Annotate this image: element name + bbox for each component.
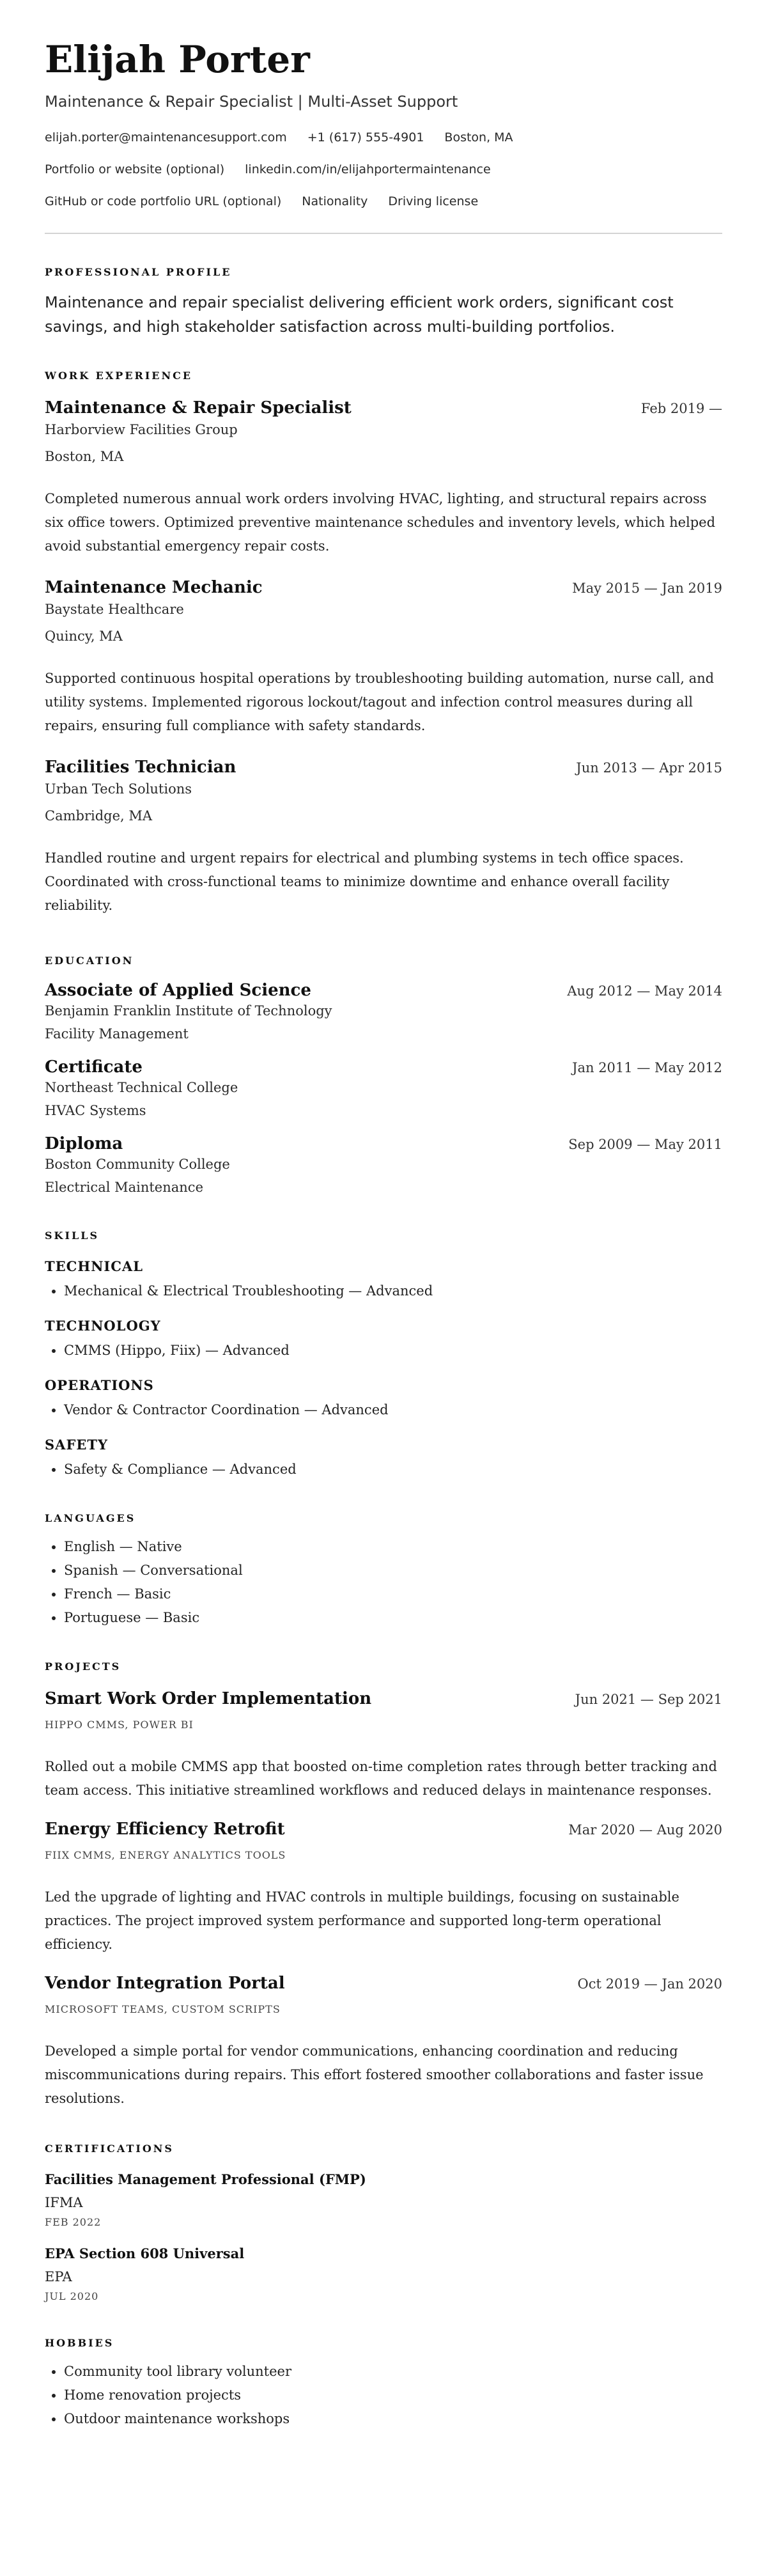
project-description: Led the upgrade of lighting and HVAC controls in multiple buildings, focusing on sustainable practices. The project improved system performance and supported long-term operational efficiency. <box>45 1889 679 1952</box>
job-location: Quincy, MA <box>45 628 123 644</box>
skill-category: TECHNICAL <box>45 1258 143 1274</box>
project-dates: Oct 2019 — Jan 2020 <box>577 1976 722 1992</box>
skill-group <box>45 1377 722 1422</box>
skill-category: SAFETY <box>45 1437 108 1453</box>
skill-category: OPERATIONS <box>45 1377 154 1393</box>
job-location: Cambridge, MA <box>45 808 153 824</box>
skill-item: • Mechanical & Electrical Troubleshooting — Advanced <box>64 1279 722 1303</box>
job-title: Maintenance Mechanic <box>45 578 263 597</box>
degree-title: Diploma <box>45 1134 123 1153</box>
experience-entry <box>45 398 722 558</box>
languages-list <box>45 1535 722 1630</box>
company-name: Baystate Healthcare <box>45 602 184 617</box>
education-entry <box>45 1057 722 1120</box>
hobby-item: • Home renovation projects <box>64 2384 722 2407</box>
job-title: Maintenance & Repair Specialist <box>45 398 352 418</box>
phone-text: +1 (617) 555-4901 <box>307 130 424 144</box>
github-link[interactable]: GitHub or code portfolio URL (optional) <box>45 194 282 208</box>
nationality-text: Nationality <box>302 194 368 208</box>
candidate-name: Elijah Porter <box>45 38 310 81</box>
certification-date: FEB 2022 <box>45 2216 102 2228</box>
language-item: • Spanish — Conversational <box>64 1559 722 1582</box>
job-dates: May 2015 — Jan 2019 <box>572 581 722 596</box>
project-tech: FIIX CMMS, ENERGY ANALYTICS TOOLS <box>45 1849 286 1861</box>
certification-date: JUL 2020 <box>45 2290 99 2302</box>
certification-issuer: IFMA <box>45 2195 83 2210</box>
section-title-education: EDUCATION <box>45 955 134 967</box>
hobby-item: • Outdoor maintenance workshops <box>64 2407 722 2431</box>
field-of-study: Electrical Maintenance <box>45 1180 203 1195</box>
company-name: Urban Tech Solutions <box>45 781 192 797</box>
project-entry <box>45 1819 722 1956</box>
company-name: Harborview Facilities Group <box>45 422 238 437</box>
job-description: Supported continuous hospital operations by troubleshooting building automation, nurse call, and utility systems. Implemented rigorous lockout/tagout and infection control measures during all repairs, ensuring full compliance with safety standards. <box>45 671 715 733</box>
project-name: Energy Efficiency Retrofit <box>45 1820 285 1839</box>
skill-category: TECHNOLOGY <box>45 1318 161 1334</box>
project-entry <box>45 1973 722 2111</box>
job-dates: Jun 2013 — Apr 2015 <box>576 760 722 776</box>
certification-entry <box>45 2245 722 2304</box>
certification-issuer: EPA <box>45 2269 72 2284</box>
project-description: Rolled out a mobile CMMS app that boosted on-time completion rates through better tracking and team access. This initiative streamlined workflows and reduced delays in maintenance responses. <box>45 1759 717 1798</box>
skill-group <box>45 1436 722 1481</box>
driving-license-text: Driving license <box>388 194 479 208</box>
field-of-study: Facility Management <box>45 1026 189 1042</box>
certification-name: Facilities Management Professional (FMP) <box>45 2171 366 2187</box>
portfolio-link[interactable]: Portfolio or website (optional) <box>45 162 225 176</box>
education-entry <box>45 980 722 1043</box>
section-title-hobbies: HOBBIES <box>45 2337 114 2349</box>
skill-group <box>45 1317 722 1362</box>
school-name: Northeast Technical College <box>45 1080 238 1095</box>
job-dates: Feb 2019 — <box>640 401 722 416</box>
job-description: Completed numerous annual work orders involving HVAC, lighting, and structural repairs across six office towers. Optimized preventive maintenance schedules and inventory levels, which helped avoid substantial emergency repair costs. <box>45 491 716 554</box>
project-dates: Mar 2020 — Aug 2020 <box>568 1822 722 1838</box>
location-text: Boston, MA <box>444 130 513 144</box>
education-entry <box>45 1134 722 1196</box>
experience-entry <box>45 577 722 738</box>
experience-entry <box>45 757 722 917</box>
job-location: Boston, MA <box>45 449 124 464</box>
project-name: Smart Work Order Implementation <box>45 1689 372 1708</box>
linkedin-link[interactable]: linkedin.com/in/elijahportermaintenance <box>245 162 491 176</box>
skill-group <box>45 1258 722 1303</box>
language-item: • French — Basic <box>64 1582 722 1606</box>
profile-summary: Maintenance and repair specialist delivering efficient work orders, significant cost savings, and high stakeholder satisfaction across multi-building portfolios. <box>45 293 674 336</box>
degree-title: Associate of Applied Science <box>45 981 311 1000</box>
language-item: • English — Native <box>64 1535 722 1559</box>
hobbies-list <box>45 2360 722 2431</box>
project-tech: HIPPO CMMS, POWER BI <box>45 1719 194 1731</box>
education-dates: Jan 2011 — May 2012 <box>572 1060 722 1075</box>
header-divider <box>45 233 722 234</box>
project-description: Developed a simple portal for vendor communications, enhancing coordination and reducing miscommunications during repairs. This effort fostered smoother collaborations and faster issue resolutions. <box>45 2043 704 2106</box>
job-description: Handled routine and urgent repairs for electrical and plumbing systems in tech office spaces. Coordinated with cross-functional teams to minimize downtime and enhance overall facility reliability. <box>45 850 684 913</box>
extra-row <box>45 193 722 210</box>
school-name: Benjamin Franklin Institute of Technology <box>45 1003 332 1019</box>
contact-row <box>45 129 722 146</box>
section-title-projects: PROJECTS <box>45 1660 121 1673</box>
section-title-experience: WORK EXPERIENCE <box>45 370 193 382</box>
school-name: Boston Community College <box>45 1157 230 1172</box>
skill-item: • CMMS (Hippo, Fiix) — Advanced <box>64 1339 722 1362</box>
project-name: Vendor Integration Portal <box>45 1974 285 1993</box>
project-entry <box>45 1689 722 1802</box>
skill-item: • Vendor & Contractor Coordination — Advanced <box>64 1398 722 1422</box>
hobby-item: • Community tool library volunteer <box>64 2360 722 2384</box>
section-title-skills: SKILLS <box>45 1229 99 1242</box>
section-title-profile: PROFESSIONAL PROFILE <box>45 266 232 278</box>
certification-entry <box>45 2171 722 2229</box>
certification-name: EPA Section 608 Universal <box>45 2245 245 2261</box>
education-dates: Sep 2009 — May 2011 <box>568 1137 722 1152</box>
education-dates: Aug 2012 — May 2014 <box>567 983 722 999</box>
skill-item: • Safety & Compliance — Advanced <box>64 1458 722 1481</box>
degree-title: Certificate <box>45 1058 143 1077</box>
headline: Maintenance & Repair Specialist | Multi-Asset Support <box>45 93 458 111</box>
job-title: Facilities Technician <box>45 758 236 777</box>
email-link[interactable]: elijah.porter@maintenancesupport.com <box>45 130 287 144</box>
project-tech: MICROSOFT TEAMS, CUSTOM SCRIPTS <box>45 2003 281 2015</box>
language-item: • Portuguese — Basic <box>64 1606 722 1630</box>
project-dates: Jun 2021 — Sep 2021 <box>575 1692 722 1707</box>
field-of-study: HVAC Systems <box>45 1103 146 1118</box>
section-title-certifications: CERTIFICATIONS <box>45 2143 174 2155</box>
section-title-languages: LANGUAGES <box>45 1512 136 1524</box>
links-row <box>45 161 722 178</box>
